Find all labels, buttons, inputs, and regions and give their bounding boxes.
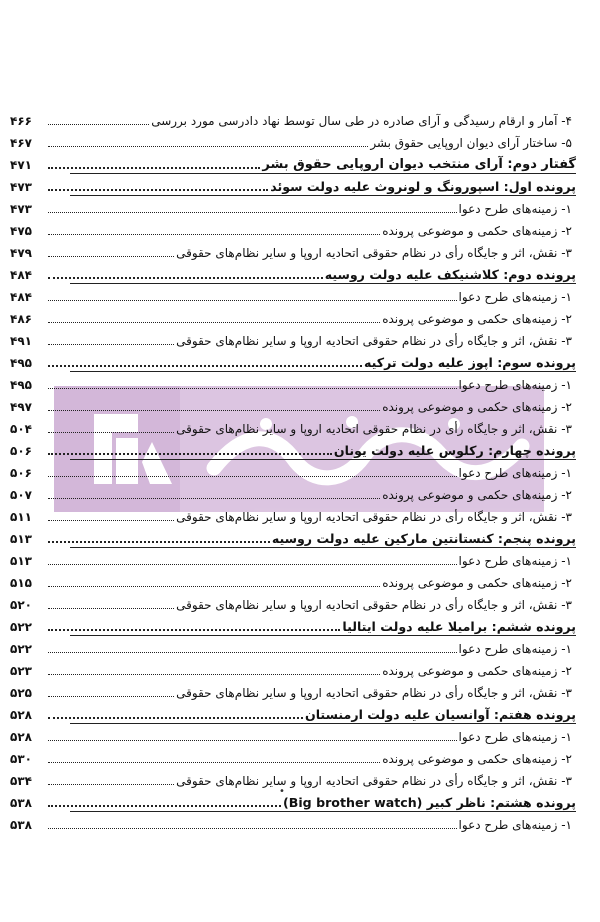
toc-dot-leader	[48, 189, 268, 191]
toc-row	[10, 679, 576, 701]
toc-dot-leader	[48, 805, 281, 807]
toc-page-number: ۴۸۶	[10, 312, 32, 326]
toc-dot-leader	[48, 717, 303, 719]
toc-row	[10, 569, 576, 591]
toc-entry-title: پرونده اول: اسپورونگ و لونروث علیه دولت سوئد	[270, 179, 576, 194]
toc-row	[10, 173, 576, 195]
toc-entry-title: ۳- نقش، اثر و جایگاه رأی در نظام حقوقی اتحادیه اروپا و سایر نظام‌های حقوقی	[176, 774, 572, 788]
toc-page-number: ۴۸۴	[10, 290, 32, 304]
toc-row	[10, 239, 576, 261]
toc-entry-title: ۱- زمینه‌های طرح دعوا	[458, 818, 572, 832]
toc-dot-leader	[48, 586, 380, 587]
toc-dot-leader	[48, 629, 340, 631]
toc-row	[10, 129, 576, 151]
toc-dot-leader	[48, 410, 380, 411]
toc-entry-title: ۱- زمینه‌های طرح دعوا	[458, 290, 572, 304]
toc-page-number: ۵۱۳	[10, 554, 32, 568]
toc-page-number: ۵۲۸	[10, 730, 32, 744]
toc-dot-leader	[48, 365, 362, 367]
toc-page-number: ۵۲۵	[10, 686, 32, 700]
toc-dot-leader	[48, 277, 323, 279]
toc-dot-leader	[48, 828, 457, 829]
toc-entry-title: گفتار دوم: آرای منتخب دیوان اروپایی حقوق بشر	[262, 157, 576, 172]
toc-page-number: ۵۲۰	[10, 598, 32, 612]
toc-page-number: ۴۸۴	[10, 268, 32, 282]
toc-page-number: ۵۲۲	[10, 642, 32, 656]
toc-page-number: ۵۳۸	[10, 796, 32, 810]
toc-entry-title: ۳- نقش، اثر و جایگاه رأی در نظام حقوقی اتحادیه اروپا و سایر نظام‌های حقوقی	[176, 334, 572, 348]
toc-dot-leader	[48, 432, 174, 433]
toc-row	[10, 393, 576, 415]
toc-entry-title: ۱- زمینه‌های طرح دعوا	[458, 466, 572, 480]
toc-entry-title: ۲- زمینه‌های حکمی و موضوعی پرونده	[382, 576, 572, 590]
toc-entry-title: ۵- ساختار آرای دیوان اروپایی حقوق بشر	[370, 136, 572, 150]
toc-row	[10, 723, 576, 745]
toc-page-number: ۴۹۵	[10, 378, 32, 392]
toc-dot-leader	[48, 167, 260, 169]
toc-entry-title: ۳- نقش، اثر و جایگاه رأی در نظام حقوقی اتحادیه اروپا و سایر نظام‌های حقوقی	[176, 686, 572, 700]
toc-dot-leader	[48, 498, 380, 499]
toc-row	[10, 591, 576, 613]
toc-row	[10, 547, 576, 569]
toc-page-number: ۴۶۷	[10, 136, 32, 150]
toc-page-number: ۴۷۵	[10, 224, 32, 238]
toc-dot-leader	[48, 453, 332, 455]
toc-page-number: ۴۷۹	[10, 246, 32, 260]
toc-entry-title: ۱- زمینه‌های طرح دعوا	[458, 730, 572, 744]
toc-page-number: ۵۱۳	[10, 532, 32, 546]
page-mark-dot: •	[279, 786, 285, 797]
toc-page-number: ۴۷۳	[10, 202, 32, 216]
toc-dot-leader	[48, 696, 174, 697]
toc-page-number: ۵۳۸	[10, 818, 32, 832]
toc-row	[10, 107, 576, 129]
toc-dot-leader	[48, 762, 380, 763]
toc-dot-leader	[48, 322, 380, 323]
toc-entry-title: ۲- زمینه‌های حکمی و موضوعی پرونده	[382, 488, 572, 502]
toc-page-number: ۵۲۸	[10, 708, 32, 722]
toc-page-number: ۵۲۳	[10, 664, 32, 678]
toc-page-number: ۵۱۵	[10, 576, 32, 590]
toc-entry-title: ۱- زمینه‌های طرح دعوا	[458, 378, 572, 392]
toc-dot-leader	[48, 234, 380, 235]
toc-page-number: ۵۰۷	[10, 488, 32, 502]
toc-entry-title: ۳- نقش، اثر و جایگاه رأی در نظام حقوقی اتحادیه اروپا و سایر نظام‌های حقوقی	[176, 246, 572, 260]
toc-row	[10, 327, 576, 349]
toc-row	[10, 195, 576, 217]
toc-entry-title: ۳- نقش، اثر و جایگاه رأی در نظام حقوقی اتحادیه اروپا و سایر نظام‌های حقوقی	[176, 422, 572, 436]
toc-entry-title: ۱- زمینه‌های طرح دعوا	[458, 554, 572, 568]
toc-entry-title: ۲- زمینه‌های حکمی و موضوعی پرونده	[382, 312, 572, 326]
toc-row	[10, 811, 576, 833]
toc-dot-leader	[48, 344, 174, 345]
toc-page-number: ۴۹۱	[10, 334, 32, 348]
toc-dot-leader	[48, 564, 457, 565]
toc-entry-title: ۱- زمینه‌های طرح دعوا	[458, 202, 572, 216]
toc-row	[10, 261, 576, 283]
toc-row	[10, 481, 576, 503]
toc-entry-title: ۳- نقش، اثر و جایگاه رأی در نظام حقوقی اتحادیه اروپا و سایر نظام‌های حقوقی	[176, 598, 572, 612]
toc-page-number: ۵۰۶	[10, 466, 32, 480]
toc-row	[10, 613, 576, 635]
toc-page-number: ۴۶۶	[10, 114, 32, 128]
toc-page-number: ۵۰۶	[10, 444, 32, 458]
toc-dot-leader	[48, 124, 149, 125]
toc-entry-title: پرونده دوم: کلاشنیکف علیه دولت روسیه	[324, 267, 576, 282]
toc-dot-leader	[48, 652, 457, 653]
toc-page-number: ۵۳۰	[10, 752, 32, 766]
toc-page-number: ۴۷۳	[10, 180, 32, 194]
toc-row	[10, 371, 576, 393]
toc-row	[10, 415, 576, 437]
toc-dot-leader	[48, 476, 457, 477]
toc-entry-title: پرونده پنجم: کنستانتین مارکین علیه دولت روسیه	[271, 531, 576, 546]
toc-entry-title: پرونده هفتم: آوانسیان علیه دولت ارمنستان	[304, 707, 576, 722]
toc-row	[10, 349, 576, 371]
toc-entry-title: ۲- زمینه‌های حکمی و موضوعی پرونده	[382, 664, 572, 678]
toc-row	[10, 701, 576, 723]
toc-page-number: ۴۹۵	[10, 356, 32, 370]
toc-dot-leader	[48, 784, 174, 785]
toc-entry-title: ۱- زمینه‌های طرح دعوا	[458, 642, 572, 656]
toc-dot-leader	[48, 520, 174, 521]
toc-dot-leader	[48, 212, 457, 213]
toc-row	[10, 305, 576, 327]
toc-entry-title: ۲- زمینه‌های حکمی و موضوعی پرونده	[382, 224, 572, 238]
toc-row	[10, 745, 576, 767]
toc-dot-leader	[48, 608, 174, 609]
toc-entry-title: ۴- آمار و ارقام رسیدگی و آرای صادره در طی سال توسط نهاد دادرسی مورد بررسی	[151, 114, 572, 128]
toc-page-number: ۵۱۱	[10, 510, 32, 524]
toc-dot-leader	[48, 541, 270, 543]
toc-dot-leader	[48, 740, 457, 741]
toc-row	[10, 503, 576, 525]
toc-row	[10, 635, 576, 657]
toc-row	[10, 789, 576, 811]
toc-page-number: ۵۳۴	[10, 774, 32, 788]
toc-dot-leader	[48, 300, 457, 301]
toc-page-number: ۵۲۲	[10, 620, 32, 634]
toc-row	[10, 283, 576, 305]
toc-entry-title: پرونده سوم: اپوز علیه دولت ترکیه	[363, 355, 576, 370]
toc-dot-leader	[48, 256, 174, 257]
toc-entry-title: ۳- نقش، اثر و جایگاه رأی در نظام حقوقی اتحادیه اروپا و سایر نظام‌های حقوقی	[176, 510, 572, 524]
toc-entry-title: ۲- زمینه‌های حکمی و موضوعی پرونده	[382, 752, 572, 766]
toc-page-number: ۵۰۴	[10, 422, 32, 436]
toc-row	[10, 217, 576, 239]
toc-page-number: ۴۹۷	[10, 400, 32, 414]
toc-entry-title: ۲- زمینه‌های حکمی و موضوعی پرونده	[382, 400, 572, 414]
toc-row	[10, 525, 576, 547]
toc-row	[10, 151, 576, 173]
toc-dot-leader	[48, 388, 457, 389]
toc-page-number: ۴۷۱	[10, 158, 32, 172]
toc-entry-title: پرونده چهارم: رکلوس علیه دولت یونان	[333, 443, 576, 458]
toc-dot-leader	[48, 674, 380, 675]
toc-dot-leader	[48, 146, 368, 147]
toc-entry-title: پرونده ششم: برامیلا علیه دولت ایتالیا	[342, 619, 576, 634]
toc-row	[10, 437, 576, 459]
toc-row	[10, 767, 576, 789]
toc-row	[10, 657, 576, 679]
toc-row	[10, 459, 576, 481]
toc-entry-title: پرونده هشتم: ناظر کبیر (Big brother watch)	[283, 795, 576, 810]
